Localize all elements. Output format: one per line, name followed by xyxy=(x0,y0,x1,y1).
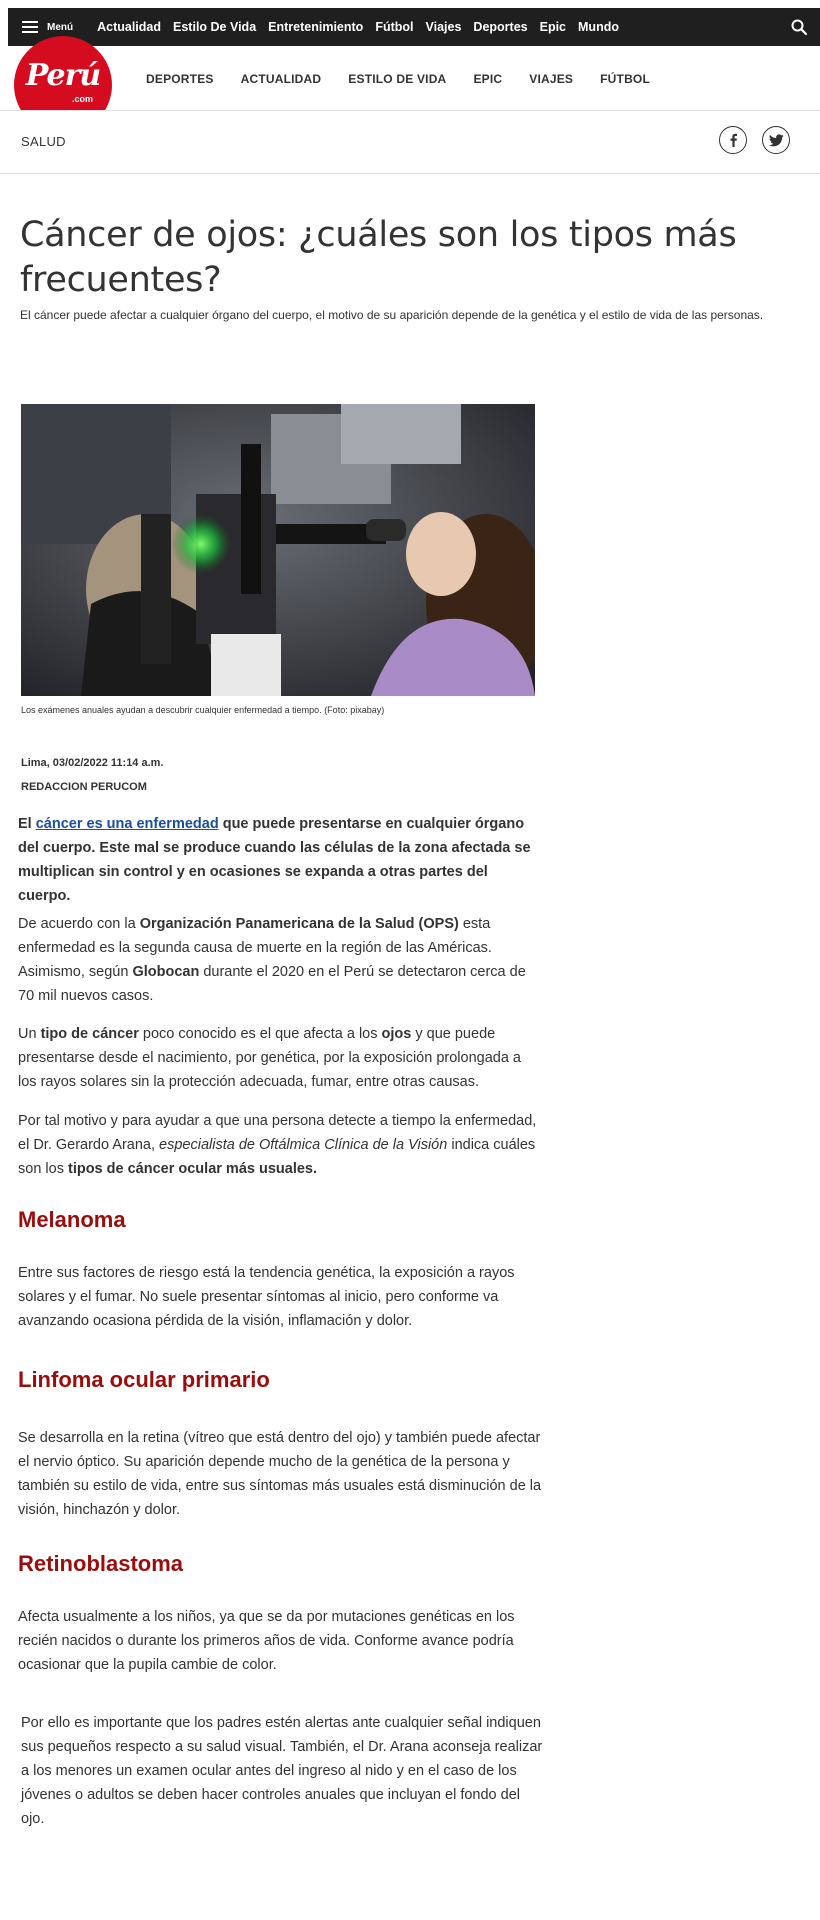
paragraph-retinoblastoma: Afecta usualmente a los niños, ya que se da por mutaciones genéticas en los recién nacidos o durante los primeros años de vida. Conforme avance podría ocasionar que la pupila cambie de color. xyxy=(18,1609,515,1673)
twitter-icon[interactable] xyxy=(762,126,790,154)
p3-text-e: y que puede presentarse desde el nacimiento, por genética, por la exposición prolongada a los rayos solares sin la protección adecuada, fumar, entre otras causas. xyxy=(18,1026,521,1090)
p2-text-e: durante el 2020 en el Perú se detectaron cerca de 70 mil nuevos casos. xyxy=(18,964,526,1004)
article-author: REDACCION PERUCOM xyxy=(21,781,147,793)
nav-futbol[interactable]: FÚTBOL xyxy=(600,72,650,86)
section-label[interactable]: SALUD xyxy=(21,134,66,149)
p1-start: El xyxy=(18,816,36,832)
p3-text-a: Un xyxy=(18,1026,41,1042)
section-bar xyxy=(0,111,820,174)
menu-button[interactable] xyxy=(22,21,73,33)
top-links xyxy=(97,20,631,34)
top-link-estilo-de-vida[interactable]: Estilo De Vida xyxy=(173,20,257,34)
p4-bold: tipos de cáncer ocular más usuales. xyxy=(67,1161,318,1177)
p4-italic: especialista de Oftálmica Clínica de la Visión xyxy=(159,1137,448,1153)
top-link-mundo[interactable]: Mundo xyxy=(578,20,619,34)
article-title: Cáncer de ojos: ¿cuáles son los tipos más frecuentes? xyxy=(20,215,737,301)
paragraph-final: Por ello es importante que los padres estén alertas ante cualquier señal indiquen sus pequeños respecto a su salud visual. También, el Dr. Arana aconseja realizar a los menores un examen ocular antes del ingreso al nido y en el caso de los jóvenes o adultos se deben hacer controles anuales que incluyan el fondo del ojo. xyxy=(21,1715,543,1827)
top-link-entretenimiento[interactable]: Entretenimiento xyxy=(268,20,364,34)
image-caption: Los exámenes anuales ayudan a descubrir cualquier enfermedad a tiempo. (Foto: pixabay) xyxy=(21,705,385,715)
paragraph-3 xyxy=(18,1022,543,1094)
nav-viajes[interactable]: VIAJES xyxy=(529,72,574,86)
p1-rest: que puede presentarse en cualquier órgano del cuerpo. Este mal se produce cuando las células de la zona afectada se multiplican sin control y en ocasiones se expanda a otras partes del cuerpo. xyxy=(18,816,531,904)
nav-epic[interactable]: EPIC xyxy=(473,72,503,86)
paragraph-4 xyxy=(18,1109,543,1181)
p4-text-c: indica cuáles son los xyxy=(18,1137,536,1177)
p2-bold-ops: Organización Panamericana de la Salud (OPS) xyxy=(139,916,459,932)
top-link-deportes[interactable]: Deportes xyxy=(473,20,528,34)
top-link-viajes[interactable]: Viajes xyxy=(425,20,462,34)
p2-bold-globocan: Globocan xyxy=(132,964,200,980)
paragraph-lead xyxy=(18,812,543,908)
top-link-actualidad[interactable]: Actualidad xyxy=(97,20,162,34)
article-subtitle: El cáncer puede afectar a cualquier órgano del cuerpo, el motivo de su aparición depende de la genética y el estilo de vida de las personas. xyxy=(20,308,764,322)
heading-melanoma: Melanoma xyxy=(18,1207,126,1232)
nav-actualidad[interactable]: ACTUALIDAD xyxy=(240,72,322,86)
main-nav xyxy=(146,72,677,86)
nav-deportes[interactable]: DEPORTES xyxy=(146,72,214,86)
paragraph-melanoma: Entre sus factores de riesgo está la tendencia genética, la exposición a rayos solares y el fumar. No suele presentar síntomas al inicio, pero conforme va avanzando ocasiona pérdida de la visión, inflamación y dolor. xyxy=(18,1265,515,1329)
nav-estilo-de-vida[interactable]: ESTILO DE VIDA xyxy=(348,72,447,86)
p4-text-a: Por tal motivo y para ayudar a que una persona detecte a tiempo la enfermedad, el Dr. Gerardo Arana, xyxy=(18,1113,537,1153)
heading-retinoblastoma: Retinoblastoma xyxy=(18,1551,184,1576)
top-link-futbol[interactable]: Fútbol xyxy=(375,20,414,34)
p3-bold-ojos: ojos xyxy=(381,1026,412,1042)
search-icon[interactable] xyxy=(790,18,808,36)
site-logo[interactable] xyxy=(14,36,112,110)
paragraph-2 xyxy=(18,912,543,1008)
p3-text-c: poco conocido es el que afecta a los xyxy=(138,1026,382,1042)
article-image xyxy=(21,404,535,696)
hamburger-icon xyxy=(22,21,38,33)
heading-linfoma: Linfoma ocular primario xyxy=(18,1367,270,1392)
logo-sub: .com xyxy=(72,94,94,104)
logo-text: Perú xyxy=(25,58,101,93)
p2-text-c: esta enfermedad es la segunda causa de muerte en la región de las Américas. Asimismo, según xyxy=(18,916,492,980)
article-date: Lima, 03/02/2022 11:14 a.m. xyxy=(21,757,164,769)
menu-label: Menú xyxy=(47,21,74,33)
facebook-icon[interactable] xyxy=(719,126,747,154)
top-bar-inner xyxy=(8,8,820,46)
link-cancer[interactable]: cáncer es una enfermedad xyxy=(35,816,219,832)
top-link-epic[interactable]: Epic xyxy=(539,20,567,34)
p2-text-a: De acuerdo con la xyxy=(18,916,140,932)
p3-bold-tipo: tipo de cáncer xyxy=(40,1026,139,1042)
paragraph-linfoma: Se desarrolla en la retina (vítreo que está dentro del ojo) y también puede afectar el nervio óptico. Su aparición depende mucho de la genética de la persona y también su estilo de vida, entre sus síntomas más usuales está disminución de la visión, hinchazón y dolor. xyxy=(18,1430,542,1518)
